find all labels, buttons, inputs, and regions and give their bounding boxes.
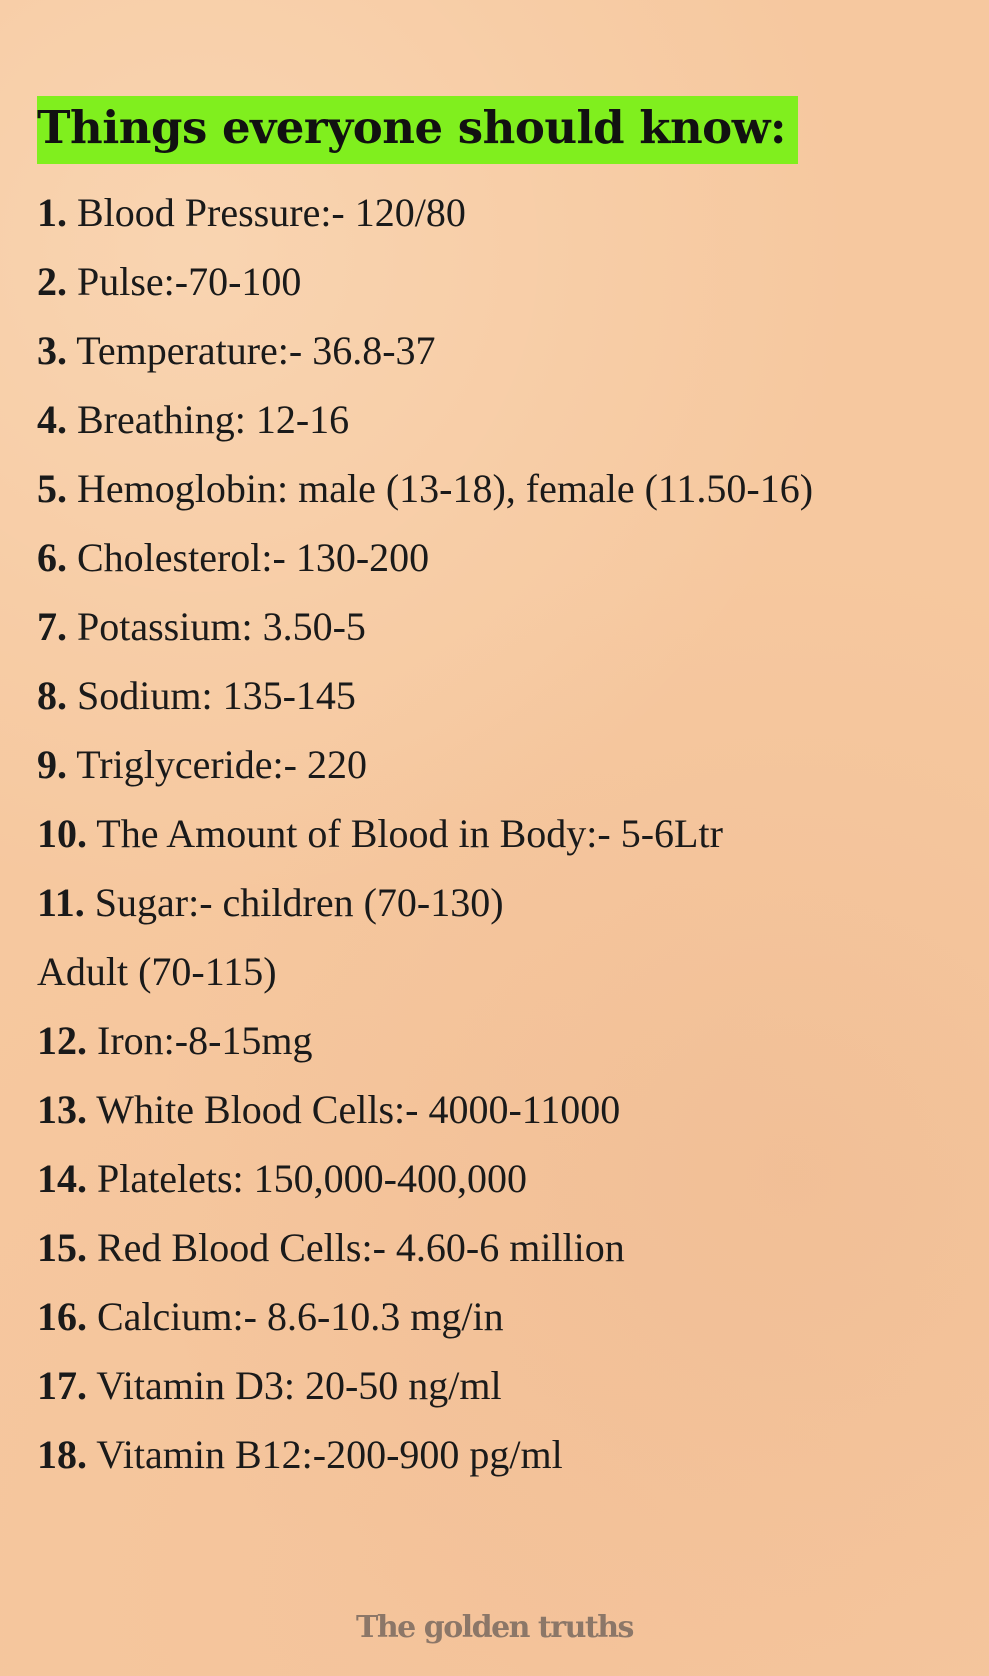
item-text: White Blood Cells:- 4000-11000	[87, 1087, 621, 1132]
item-number: 15.	[37, 1225, 87, 1270]
list-item	[37, 661, 957, 730]
item-number: 10.	[37, 811, 87, 856]
item-text: Adult (70-115)	[37, 949, 277, 994]
list-item	[37, 1075, 957, 1144]
list-item	[37, 316, 957, 385]
item-number: 16.	[37, 1294, 87, 1339]
item-text: Platelets: 150,000-400,000	[87, 1156, 527, 1201]
item-number: 12.	[37, 1018, 87, 1063]
item-text: Breathing: 12-16	[67, 397, 350, 442]
list-item	[37, 592, 957, 661]
list-item	[37, 799, 957, 868]
list-item	[37, 1006, 957, 1075]
item-text: Triglyceride:- 220	[67, 742, 367, 787]
page-title: Things everyone should know:	[37, 96, 798, 164]
item-text: Hemoglobin: male (13-18), female (11.50-16)	[67, 466, 814, 511]
item-text: Blood Pressure:- 120/80	[67, 190, 466, 235]
item-text: Calcium:- 8.6-10.3 mg/in	[87, 1294, 504, 1339]
item-number: 17.	[37, 1363, 87, 1408]
item-text: The Amount of Blood in Body:- 5-6Ltr	[87, 811, 723, 856]
list-item	[37, 247, 957, 316]
item-text: Vitamin B12:-200-900 pg/ml	[87, 1432, 563, 1477]
item-number: 14.	[37, 1156, 87, 1201]
item-text: Vitamin D3: 20-50 ng/ml	[87, 1363, 502, 1408]
item-number: 2.	[37, 259, 67, 304]
list-item	[37, 1351, 957, 1420]
list-item-continuation	[37, 937, 957, 1006]
health-facts-list	[37, 178, 957, 1489]
list-item	[37, 730, 957, 799]
watermark-footer: The golden truths	[356, 1610, 633, 1645]
list-item	[37, 1420, 957, 1489]
list-item	[37, 1144, 957, 1213]
item-text: Pulse:-70-100	[67, 259, 302, 304]
item-number: 11.	[37, 880, 85, 925]
list-item	[37, 1282, 957, 1351]
item-text: Sugar:- children (70-130)	[84, 880, 504, 925]
item-number: 1.	[37, 190, 67, 235]
list-item	[37, 523, 957, 592]
item-number: 8.	[37, 673, 67, 718]
item-text: Temperature:- 36.8-37	[67, 328, 436, 373]
list-item	[37, 454, 957, 523]
item-number: 18.	[37, 1432, 87, 1477]
item-number: 9.	[37, 742, 67, 787]
content-area	[37, 96, 957, 1489]
item-text: Red Blood Cells:- 4.60-6 million	[87, 1225, 625, 1270]
item-number: 13.	[37, 1087, 87, 1132]
item-text: Cholesterol:- 130-200	[67, 535, 430, 580]
item-text: Potassium: 3.50-5	[67, 604, 366, 649]
item-number: 7.	[37, 604, 67, 649]
list-item	[37, 1213, 957, 1282]
item-text: Iron:-8-15mg	[87, 1018, 313, 1063]
item-number: 3.	[37, 328, 67, 373]
item-text: Sodium: 135-145	[67, 673, 356, 718]
item-number: 5.	[37, 466, 67, 511]
list-item	[37, 178, 957, 247]
list-item	[37, 868, 957, 937]
item-number: 4.	[37, 397, 67, 442]
item-number: 6.	[37, 535, 67, 580]
list-item	[37, 385, 957, 454]
